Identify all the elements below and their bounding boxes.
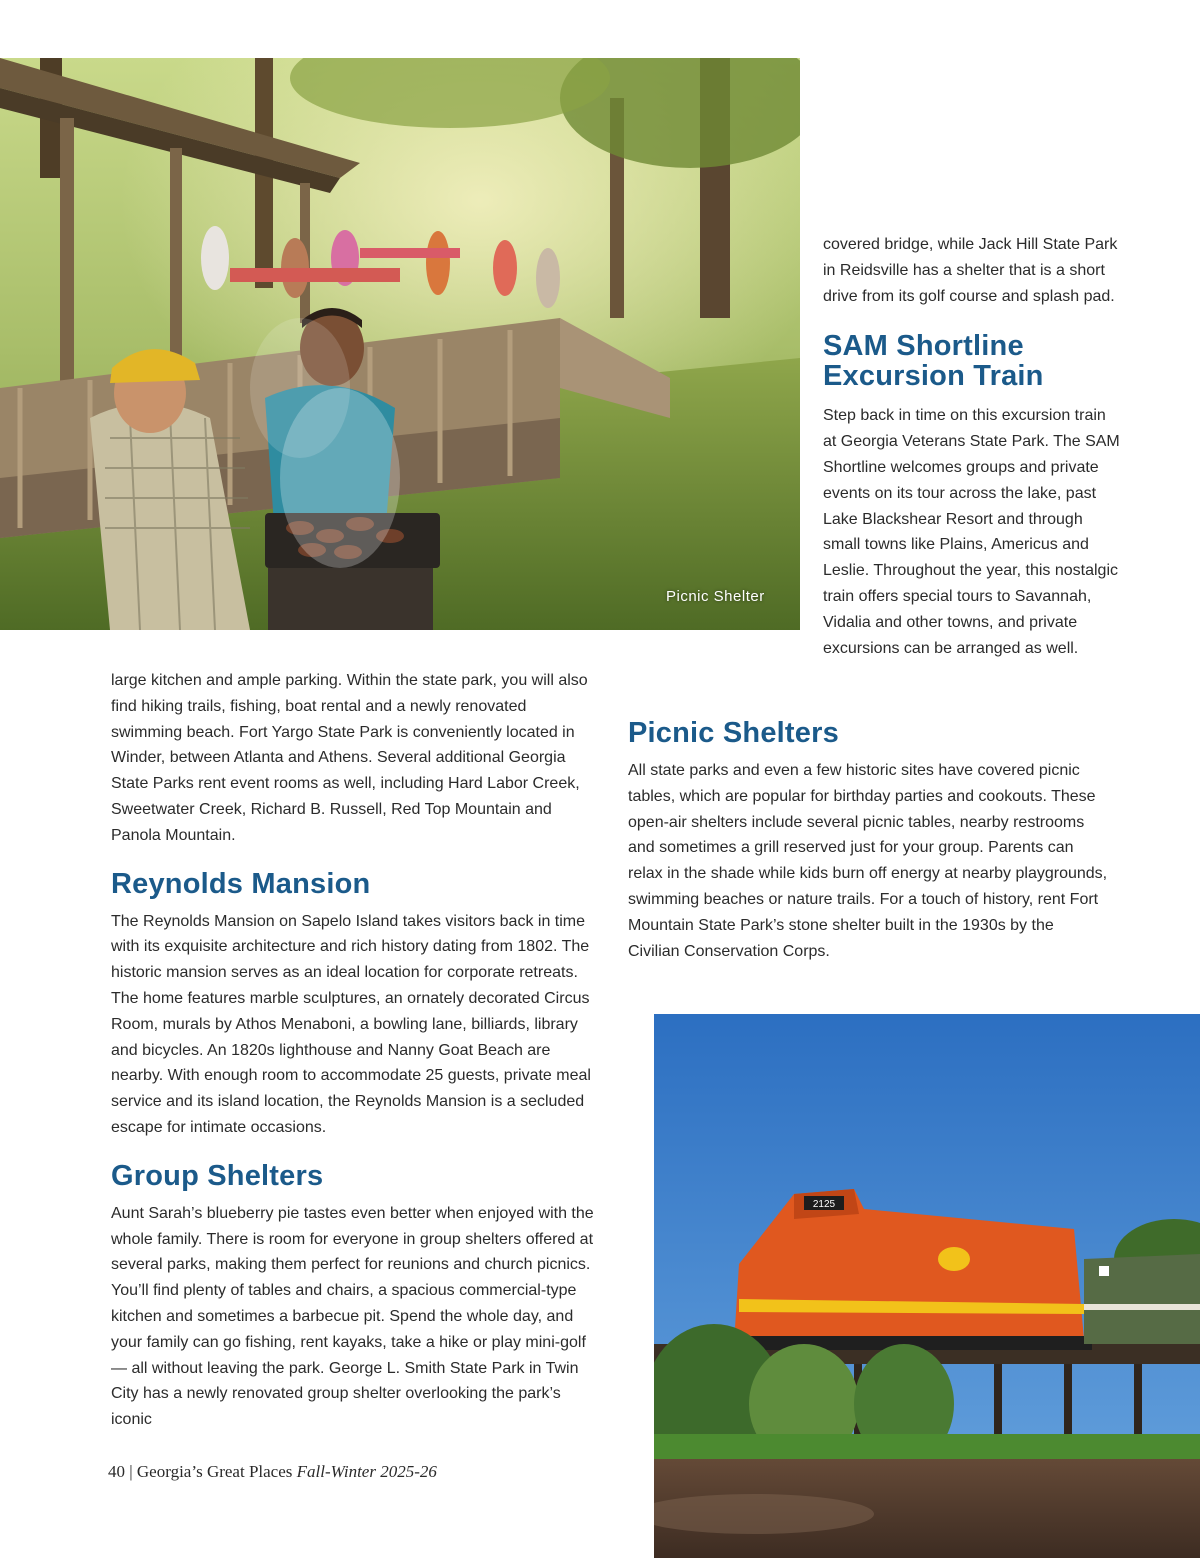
magazine-title: Georgia’s Great Places: [136, 1462, 293, 1481]
footer-separator: |: [129, 1462, 133, 1481]
issue-label: Fall-Winter 2025-26: [296, 1462, 437, 1481]
heading-reynolds-mansion: Reynolds Mansion: [111, 867, 371, 900]
excursion-train-photo: [654, 1014, 1200, 1558]
group-shelters-body: Aunt Sarah’s blueberry pie tastes even better when enjoyed with the whole family. There is room for everyone in group shelters offered at several parks, making them perfect for reunions and church picnics. You’ll find plenty of tables and chairs, a spacious commercial-type kitchen and sometimes a barbecue pit. Spend the whole day, and your family can go fishing, rent kayaks, take a hike or play mini-golf — all without leaving the park. George L. Smith State Park in Twin City has a newly renovated group shelter overlooking the park’s iconic: [111, 1204, 594, 1429]
page-footer: [108, 1462, 437, 1482]
page-number: 40: [108, 1462, 125, 1481]
picnic-shelter-photo: [0, 58, 800, 630]
heading-sam-shortline: SAM Shortline Excursion Train: [823, 330, 1044, 393]
locomotive-number: 2125: [812, 1199, 836, 1210]
continued-text-right: covered bridge, while Jack Hill State Park in Reidsville has a shelter that is a short drive from its golf course and splash pad.: [823, 236, 1118, 305]
heading-picnic-shelters: Picnic Shelters: [628, 717, 839, 749]
picnic-shelters-body: All state parks and even a few historic sites have covered picnic tables, which are popular for birthday parties and cookouts. These open-air shelters include several picnic tables, nearby restrooms and sometimes a grill reserved just for your group. Parents can relax in the shade while kids burn off energy at nearby playgrounds, swimming beaches or nature trails. For a touch of history, rent Fort Mountain State Park’s stone shelter built in the 1930s by the Civilian Conservation Corps.: [628, 762, 1108, 960]
right-top-column: [823, 232, 1123, 661]
right-mid-column: [628, 718, 1108, 964]
left-column: [111, 668, 601, 1433]
reynolds-mansion-body: The Reynolds Mansion on Sapelo Island takes visitors back in time with its exquisite architecture and rich history dating from 1802. The historic mansion serves as an ideal location for corporate retreats. The home features marble sculptures, an ornately decorated Circus Room, murals by Athos Menaboni, a bowling lane, billiards, library and bicycles. An 1820s lighthouse and Nanny Goat Beach are nearby. With enough room to accommodate 25 guests, private meal service and its island location, the Reynolds Mansion is a secluded escape for intimate occasions.: [111, 912, 591, 1136]
continued-text-left: large kitchen and ample parking. Within the state park, you will also find hiking trails, fishing, boat rental and a newly renovated swimming beach. Fort Yargo State Park is conveniently located in Winder, between Atlanta and Athens. Several additional Georgia State Parks rent event rooms as well, including Hard Labor Creek, Sweetwater Creek, Richard B. Russell, Red Top Mountain and Panola Mountain.: [111, 672, 588, 844]
sam-shortline-body: Step back in time on this excursion train at Georgia Veterans State Park. The SAM Shortline welcomes groups and private events on its tour across the lake, past Lake Blackshear Resort and through small towns like Plains, Americus and Leslie. Throughout the year, this nostalgic train offers special tours to Savannah, Vidalia and other towns, and private excursions can be arranged as well.: [823, 407, 1120, 657]
heading-group-shelters: Group Shelters: [111, 1159, 324, 1192]
photo-caption: Picnic Shelter: [666, 588, 765, 605]
